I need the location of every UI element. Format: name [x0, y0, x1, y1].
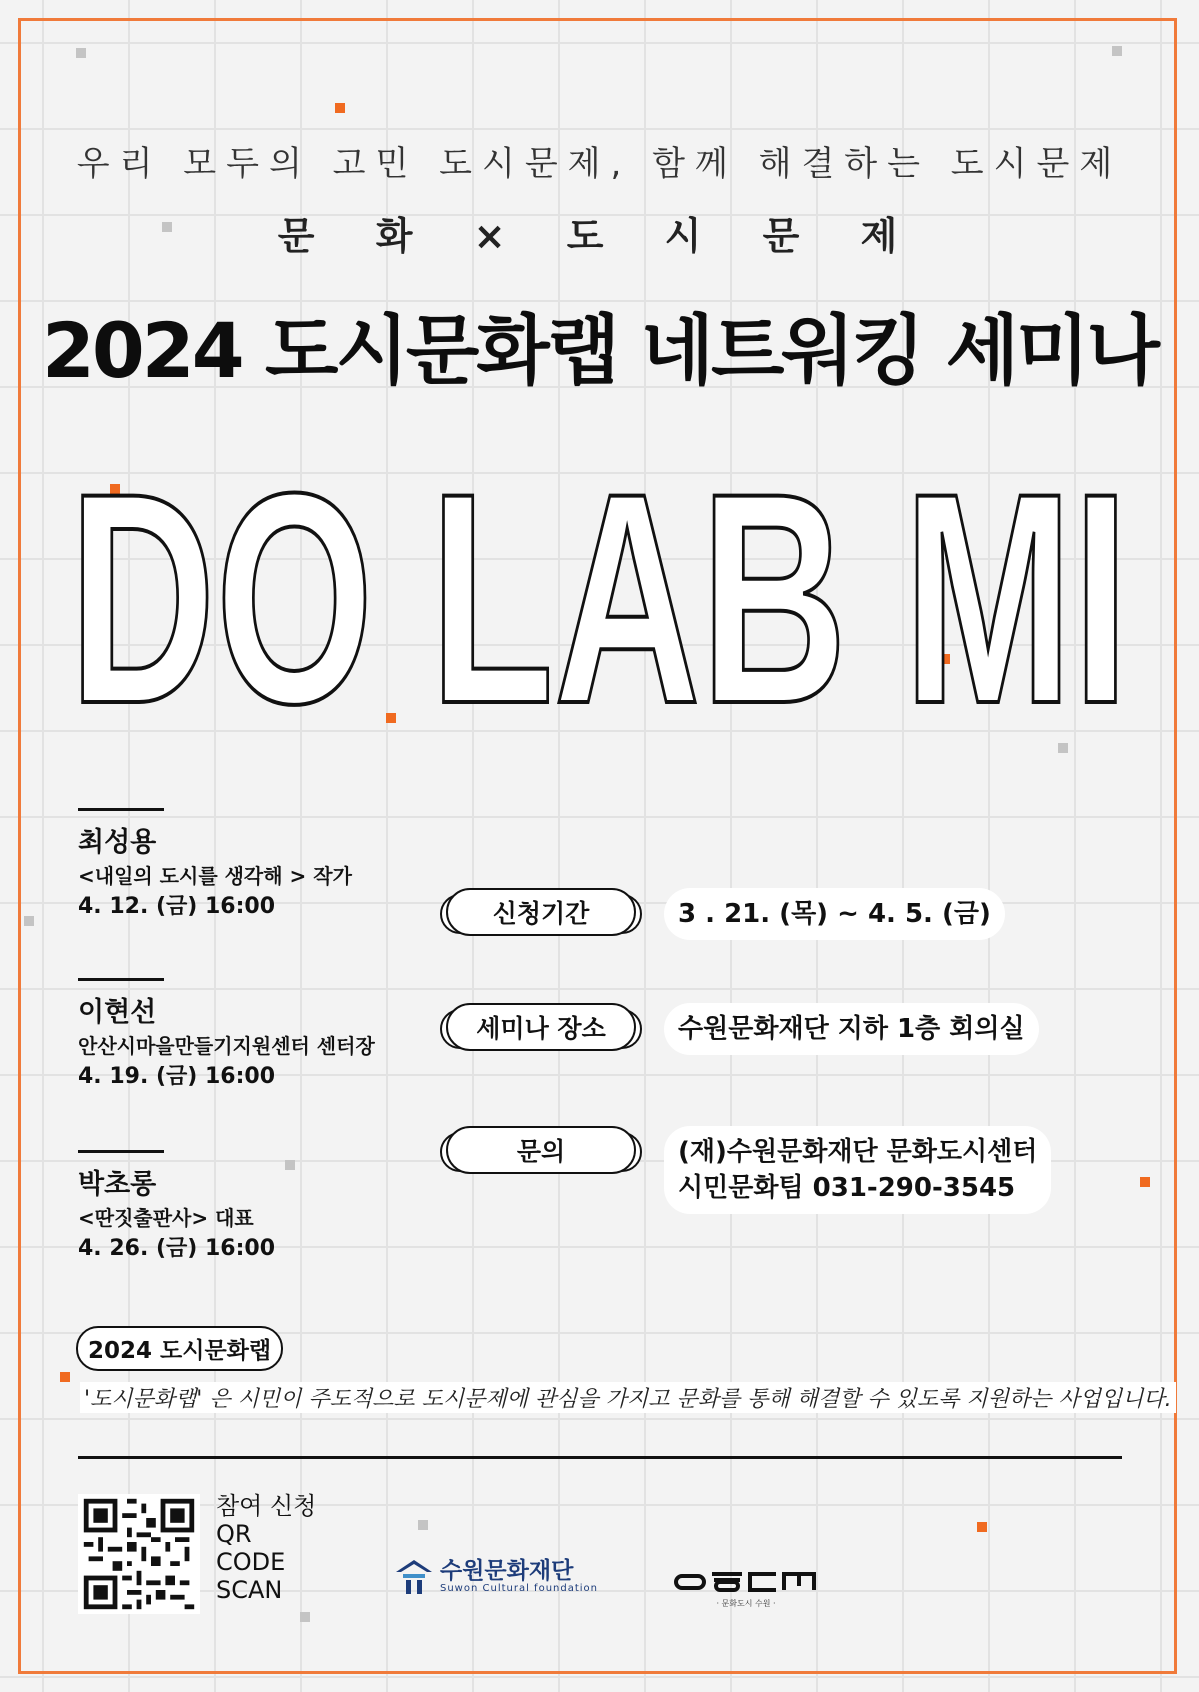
speaker-name: 박초롱: [78, 1169, 157, 1200]
info-value-venue: 수원문화재단 지하 1층 회의실: [664, 1003, 1039, 1055]
contact-line-1: (재)수원문화재단 문화도시센터: [678, 1137, 1038, 1167]
speaker-name: 최성용: [78, 827, 157, 858]
speaker-date: 4. 12. (금) 16:00: [78, 894, 276, 919]
deco-dot: [1112, 46, 1122, 56]
deco-dot: [24, 916, 34, 926]
speaker-role: <내일의 도시를 생각해 > 작가: [78, 864, 352, 888]
speaker-name: 이현선: [78, 997, 157, 1028]
do-lab-mi-wordmark: [0, 420, 1199, 720]
foundation-roof-icon: [394, 1556, 434, 1596]
suwon-cultural-foundation-logo: [394, 1556, 598, 1596]
speaker-rule: [78, 978, 164, 981]
qr-code[interactable]: [78, 1494, 200, 1614]
info-label-venue: 세미나 장소: [446, 1003, 636, 1051]
deco-dot: [1140, 1177, 1150, 1187]
contact-line-2: 시민문화팀 031-290-3545: [678, 1173, 1016, 1203]
deco-dot: [335, 103, 345, 113]
logo-english-name: Suwon Cultural foundation: [440, 1582, 598, 1594]
info-label-contact: 문의: [446, 1126, 636, 1174]
speaker-rule: [78, 1150, 164, 1153]
deco-dot: [60, 1372, 70, 1382]
qr-line: CODE: [216, 1548, 286, 1576]
deco-dot: [977, 1522, 987, 1532]
deco-dot: [300, 1612, 310, 1622]
divider: [78, 1456, 1122, 1459]
speaker-date: 4. 26. (금) 16:00: [78, 1236, 276, 1261]
deco-dot: [418, 1520, 428, 1530]
speaker-card: [78, 1150, 438, 1265]
speaker-role: 안산시마을만들기지원센터 센터장: [78, 1034, 375, 1058]
speaker-date: 4. 19. (금) 16:00: [78, 1064, 276, 1089]
deco-dot: [1058, 743, 1068, 753]
deco-dot: [76, 48, 86, 58]
speaker-role: <딴짓출판사> 대표: [78, 1206, 254, 1230]
info-value-application-period: 3 . 21. (목) ~ 4. 5. (금): [664, 888, 1005, 940]
logo-caption: · 문화도시 수원 ·: [716, 1599, 776, 1608]
speaker-rule: [78, 808, 164, 811]
speaker-card: [78, 978, 438, 1093]
subtitle: 문 화 × 도 시 문 제: [277, 214, 922, 258]
qr-line: QR: [216, 1520, 252, 1548]
culture-city-suwon-logo: [672, 1566, 820, 1606]
lab-tag: 2024 도시문화랩: [76, 1326, 283, 1371]
big-title-text: DO LAB MI: [69, 430, 1129, 720]
info-value-contact: [664, 1126, 1051, 1214]
program-description: '도시문화랩' 은 시민이 주도적으로 도시문제에 관심을 가지고 문화를 통해 해결할 수 있도록 지원하는 사업입니다.: [80, 1382, 1176, 1413]
info-label-application-period: 신청기간: [446, 888, 636, 936]
speaker-card: [78, 808, 438, 923]
qr-instructions: [216, 1492, 316, 1604]
tagline: 우리 모두의 고민 도시문제, 함께 해결하는 도시문제: [76, 144, 1123, 184]
qr-line: 참여 신청: [216, 1492, 317, 1520]
qr-line: SCAN: [216, 1576, 283, 1604]
page-title: 2024 도시문화랩 네트워킹 세미나: [42, 306, 1157, 395]
logo-name: 수원문화재단: [440, 1557, 574, 1584]
culture-city-wordmark: [672, 1566, 820, 1596]
